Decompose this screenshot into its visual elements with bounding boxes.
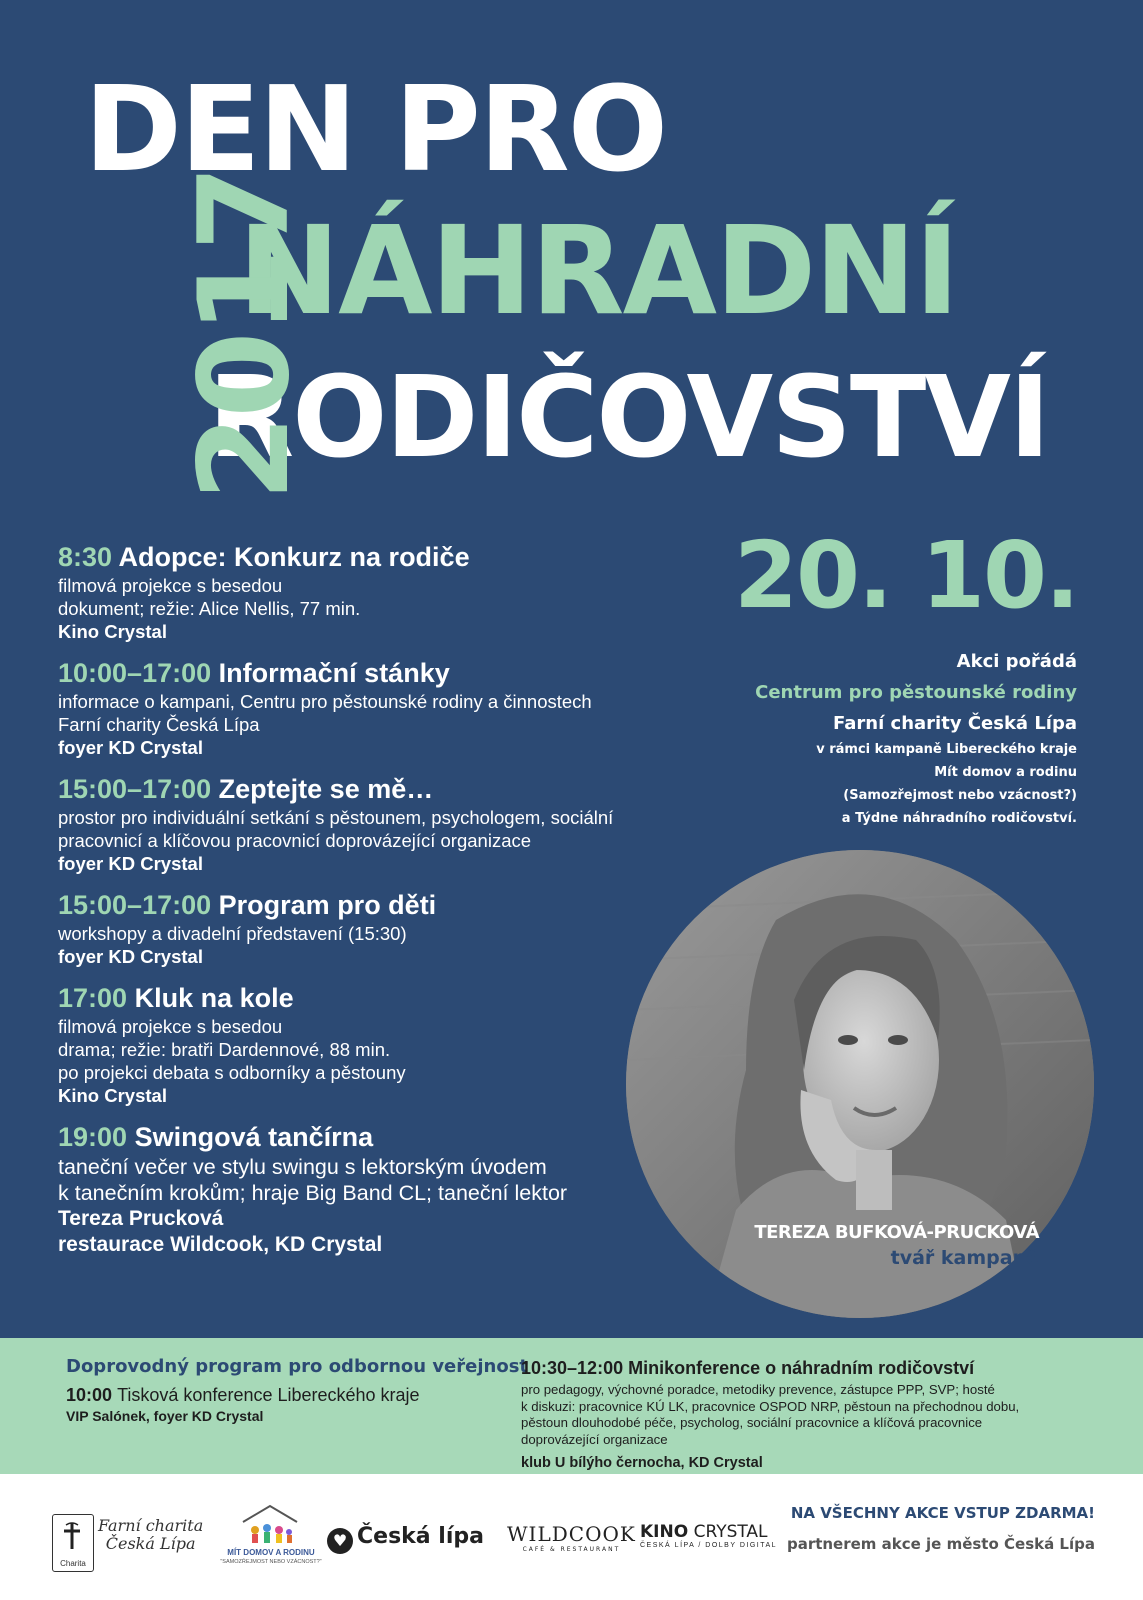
event-desc: filmová projekce s besedou [58, 1016, 283, 1037]
band-event-desc: doprovázející organizace [521, 1431, 668, 1447]
event-heading [58, 772, 748, 806]
title-line-1: DEN PRO [84, 60, 667, 198]
band-event-heading [66, 1385, 506, 1406]
event-time: 10:00–17:00 [58, 658, 212, 688]
mit-domov-logo [217, 1504, 325, 1570]
event-place: foyer KD Crystal [58, 737, 203, 758]
event-heading [58, 540, 748, 574]
heart-icon: ♥ [327, 1528, 353, 1554]
event-desc: k tanečním krokům; hraje Big Band CL; taneční lektor [58, 1181, 568, 1205]
organizer-campaign-name: Mít domov a rodinu [934, 765, 1077, 780]
professional-program-band [0, 1338, 1143, 1474]
event-desc: prostor pro individuální setkání s pěstounem, psychologem, sociální [58, 807, 614, 828]
band-event-place: VIP Salónek, foyer KD Crystal [66, 1408, 264, 1424]
event-title: Adopce: Konkurz na rodiče [118, 542, 470, 572]
kino-name-b: CRYSTAL [693, 1522, 768, 1542]
event-place: foyer KD Crystal [58, 853, 203, 874]
event-desc: taneční večer ve stylu swingu s lektorským úvodem [58, 1155, 547, 1179]
event-heading [58, 656, 748, 690]
event-desc: po projekci debata s odborníky a pěstouny [58, 1062, 406, 1083]
event-title: Swingová tančírna [134, 1122, 374, 1152]
band-event-time: 10:00 [66, 1385, 113, 1405]
organizer-campaign: v rámci kampaně Libereckého kraje [816, 742, 1077, 757]
event-time: 19:00 [58, 1122, 128, 1152]
event-lecturer: Tereza Prucková [58, 1207, 224, 1230]
event-title: Program pro děti [218, 890, 437, 920]
face-caption [754, 1220, 1039, 1270]
band-right [521, 1358, 1101, 1471]
charita-logo [52, 1514, 94, 1572]
event-desc: workshopy a divadelní představení (15:30) [58, 923, 407, 944]
organizer-campaign-subtitle: (Samozřejmost nebo vzácnost?) [843, 788, 1077, 803]
event-time: 15:00–17:00 [58, 890, 212, 920]
charita-cross-icon [61, 1521, 83, 1551]
kino-crystal-logo [640, 1522, 777, 1549]
organizer-intro: Akci pořádá [956, 651, 1077, 672]
band-event-desc: k diskuzi: pracovnice KÚ LK, pracovnice OSPOD NRP, pěstoun na přechodnou dobu, [521, 1398, 1020, 1414]
band-event-place: klub U bílýho černocha, KD Crystal [521, 1455, 763, 1471]
partner-note: partnerem akce je město Česká Lípa [786, 1535, 1095, 1553]
event-place: restaurace Wildcook, KD Crystal [58, 1233, 383, 1256]
mit-domov-subtitle: "SAMOZŘEJMOST NEBO VZÁCNOST?" [220, 1559, 322, 1565]
wildcook-logo [507, 1522, 636, 1553]
event-date: 20. 10. [734, 522, 1078, 629]
face-role: tvář kampaně [890, 1247, 1039, 1269]
band-event-desc: pěstoun dlouhodobé péče, psycholog, sociální pracovnice a klíčová pracovnice [521, 1415, 983, 1430]
charita-label: Charita [60, 1559, 86, 1568]
event-title: Informační stánky [218, 658, 450, 688]
event-item [58, 772, 748, 876]
farni-line-1: Farní charita [98, 1516, 204, 1535]
mit-domov-title: MÍT DOMOV A RODINU [227, 1548, 315, 1557]
event-title: Zeptejte se mě… [218, 774, 434, 804]
band-left [66, 1356, 529, 1424]
band-event-title: Tisková konference Libereckého kraje [117, 1385, 420, 1405]
organizer-centre: Centrum pro pěstounské rodiny [755, 682, 1077, 703]
event-place: foyer KD Crystal [58, 946, 203, 967]
farni-line-2: Česká Lípa [105, 1534, 196, 1553]
organizer-charity: Farní charity Česká Lípa [833, 713, 1077, 734]
free-entry-block [787, 1502, 1095, 1564]
kino-name-a: KINO [640, 1522, 689, 1542]
event-desc: Farní charity Česká Lípa [58, 714, 260, 735]
event-desc: filmová projekce s besedou [58, 575, 283, 596]
event-desc: drama; režie: bratři Dardennové, 88 min. [58, 1039, 391, 1060]
wildcook-text: WILDCOOK [507, 1522, 636, 1546]
band-event-heading [521, 1358, 1101, 1379]
free-entry: NA VŠECHNY AKCE VSTUP ZDARMA! [790, 1504, 1095, 1522]
event-desc: pracovnicí a klíčovou pracovnicí doprovázející organizace [58, 830, 532, 851]
event-item [58, 540, 748, 644]
event-place: Kino Crystal [58, 1085, 167, 1106]
title-line-2: NÁHRADNÍ [238, 200, 958, 342]
ceska-lipa-text: Česká lípa [357, 1524, 484, 1549]
band-event-title: Minikonference o náhradním rodičovství [628, 1358, 975, 1378]
event-title: Kluk na kole [134, 983, 294, 1013]
wildcook-sub: CAFÉ & RESTAURANT [522, 1546, 621, 1553]
kino-sub: ČESKÁ LÍPA / DOLBY DIGITAL [640, 1542, 778, 1549]
kino-name [640, 1522, 777, 1542]
event-desc: informace o kampani, Centru pro pěstounské rodiny a činnostech [58, 691, 592, 712]
organizer-week: a Týdne náhradního rodičovství. [841, 811, 1077, 826]
event-item [58, 656, 748, 760]
year-vertical [173, 0, 317, 501]
event-item [58, 888, 748, 969]
band-title: Doprovodný program pro odbornou veřejnost [66, 1356, 529, 1377]
title-line-3: RODIČOVSTVÍ [208, 353, 1049, 483]
house-icon [239, 1504, 301, 1544]
face-name: TEREZA BUFKOVÁ-PRUCKOVÁ [754, 1222, 1039, 1243]
footer-logos [0, 1474, 1143, 1600]
event-time: 17:00 [58, 983, 128, 1013]
ceska-lipa-logo [327, 1524, 484, 1554]
event-place: Kino Crystal [58, 621, 167, 642]
event-time: 8:30 [58, 542, 113, 572]
band-event-time: 10:30–12:00 [521, 1358, 624, 1378]
band-event-desc: pro pedagogy, výchovné poradce, metodiky prevence, zástupce PPP, SVP; hosté [521, 1382, 995, 1397]
year-text: 2017 [173, 167, 317, 501]
farni-charita-logo [98, 1517, 203, 1553]
event-desc: dokument; režie: Alice Nellis, 77 min. [58, 598, 361, 619]
event-time: 15:00–17:00 [58, 774, 212, 804]
event-heading [58, 888, 748, 922]
